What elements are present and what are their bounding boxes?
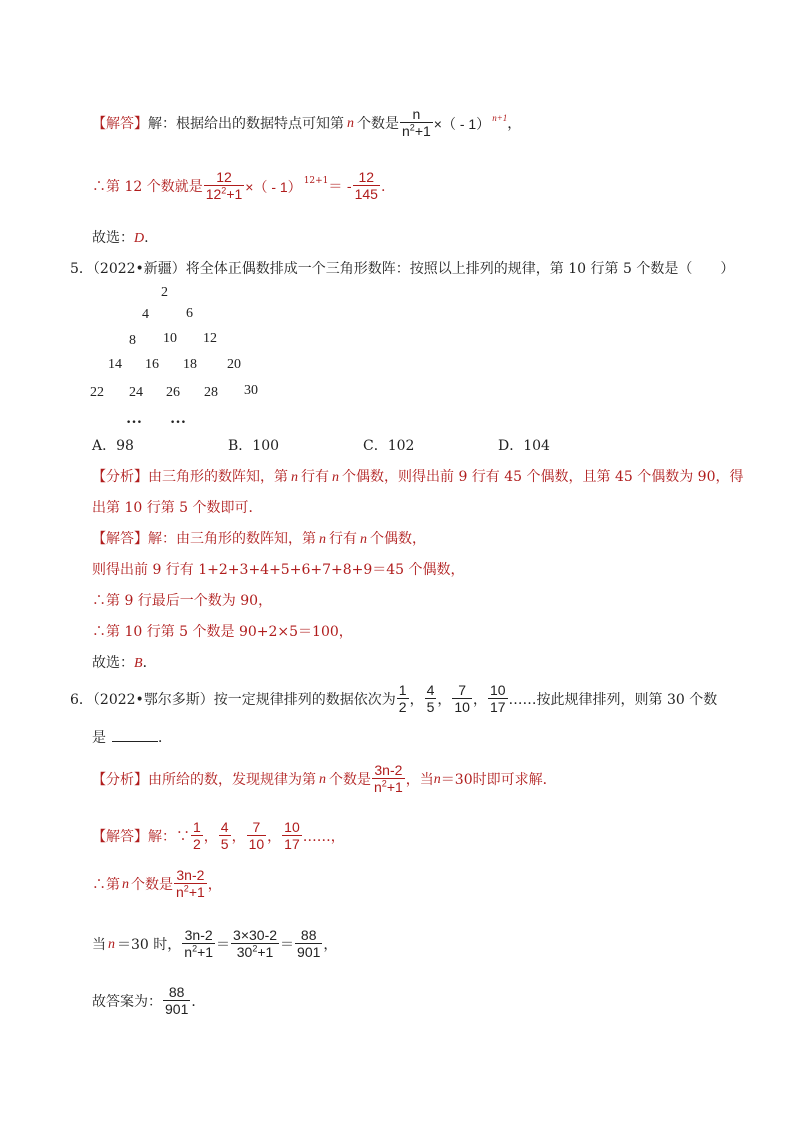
q6-final: 故答案为： $\frac{88}{901}$ ． xyxy=(92,984,206,1017)
fraction: $\frac{1}{2}$ xyxy=(193,819,201,852)
option-a: A．98 xyxy=(92,438,134,454)
q5-answer-3: ∴第 9 行最后一个数为 90， xyxy=(92,593,273,609)
q5-stem: 5．（2022•新疆）将全体正偶数排成一个三角形数阵：按照以上排列的规律，第 10 行第 5 个数是（ ） xyxy=(70,261,735,277)
option-c: C．102 xyxy=(363,438,415,454)
solution-line-1: 【解答】 解：根据给出的数据特点可知第 n 个数是 $\frac{n}{n^2+1}$ ×（ - 1） $^{n+1}$ ， xyxy=(92,106,522,139)
fraction: $\frac{3n-2}{n^2+1}$ xyxy=(184,927,214,960)
fraction: $\frac{12}{12^2+1}$ xyxy=(205,169,243,202)
fraction: $\frac{3\times 30-2}{30^2+1}$ xyxy=(233,927,278,960)
solution-final: 故选：D. xyxy=(92,230,149,246)
solution-line-2: ∴第 12 个数就是 $\frac{12}{12^2+1}$ ×（ - 1） $^{12+1}$ ＝ - $\frac{12}{145}$ . xyxy=(92,169,386,202)
fraction: $\frac{4}{5}$ xyxy=(220,819,229,852)
fraction: $\frac{88}{901}$ xyxy=(297,927,321,960)
ellipsis: … xyxy=(126,410,142,427)
option-d: D．104 xyxy=(498,438,550,454)
fraction: $\frac{1}{2}$ xyxy=(398,682,407,715)
fraction: $\frac{3n-2}{n^2+1}$ xyxy=(176,867,205,900)
q6-answer-3: 当 n ＝30 时， $\frac{3n-2}{n^2+1}$ ＝ $\frac{3\times 30-2}{30^2+1}$ ＝ $\frac{88}{901}$ ， xyxy=(92,927,338,960)
q6-stem-2: 是 ． xyxy=(92,730,172,746)
fraction: $\frac{10}{17}$ xyxy=(284,819,300,852)
fraction: $\frac{n}{n^2+1}$ xyxy=(402,106,431,139)
q5-answer-4: ∴第 10 行第 5 个数是 90+2×5＝100， xyxy=(92,624,353,640)
q6-stem: 6．（2022•鄂尔多斯）按一定规律排列的数据依次为 $\frac{1}{2}$ ， $\frac{4}{5}$ ， $\frac{7}{10}$ ， $\frac{10}{17}$ ……按此规律排列，则第 30 个数 xyxy=(70,682,718,715)
q5-answer-2: 则得出前 9 行有 1+2+3+4+5+6+7+8+9＝45 个偶数， xyxy=(92,562,465,578)
q6-analysis: 【分析】 由所给的数，发现规律为第 n 个数是 $\frac{3n-2}{n^2+1}$ ，当 n ＝30时即可求解． xyxy=(92,762,557,795)
q6-answer: 【解答】 解：∵ $\frac{1}{2}$ ， $\frac{4}{5}$ ， $\frac{7}{10}$ ， $\frac{10}{17}$ ……， xyxy=(92,819,345,852)
q6-answer-2: ∴第 n 个数是 $\frac{3n-2}{n^2+1}$ ， xyxy=(92,867,222,900)
fraction: $\frac{7}{10}$ xyxy=(248,819,265,852)
fraction: $\frac{3n-2}{n^2+1}$ xyxy=(374,762,403,795)
fraction: $\frac{88}{901}$ xyxy=(165,984,189,1017)
fraction: $\frac{10}{17}$ xyxy=(489,682,506,715)
fraction: $\frac{7}{10}$ xyxy=(454,682,470,715)
q5-analysis-2: 出第 10 行第 5 个数即可． xyxy=(92,500,263,516)
answer-tag: 【解答】 xyxy=(92,115,148,132)
q5-analysis: 【分析】由三角形的数阵知，第 n 行有 n 个偶数，则得出前 9 行有 45 个偶数，且第 45 个偶数为 90，得 xyxy=(92,469,744,485)
answer-blank xyxy=(112,741,158,742)
q5-answer: 【解答】解：由三角形的数阵知，第 n 行有 n 个偶数， xyxy=(92,531,426,547)
q5-final: 故选：B． xyxy=(92,655,157,671)
fraction: $\frac{4}{5}$ xyxy=(426,682,435,715)
option-b: B．100 xyxy=(228,438,280,454)
fraction: $\frac{12}{145}$ xyxy=(354,169,378,202)
ellipsis: … xyxy=(170,410,186,427)
